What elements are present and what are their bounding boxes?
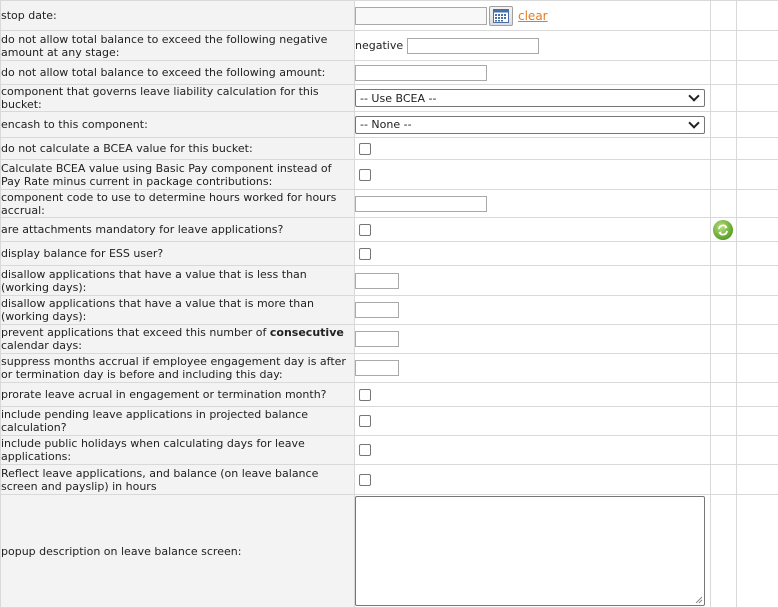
no-bcea-checkbox[interactable]	[359, 143, 371, 155]
max-balance-row	[1, 61, 778, 85]
clear-date-link[interactable]: clear	[518, 8, 548, 23]
ess-balance-row	[1, 242, 778, 266]
field-label: disallow applications that have a value that is more than (working days):	[1, 296, 355, 325]
prorate-accrual-row	[1, 383, 778, 407]
consecutive-days-input[interactable]	[355, 331, 399, 347]
field-label: stop date:	[1, 1, 355, 31]
encash-component-select[interactable]	[355, 116, 705, 134]
attachments-mandatory-row	[1, 218, 778, 242]
chevron-down-icon	[688, 117, 699, 128]
min-working-days-row	[1, 266, 778, 296]
resize-grip-icon[interactable]	[695, 596, 703, 604]
field-label: display balance for ESS user?	[1, 242, 355, 266]
public-holidays-row	[1, 436, 778, 465]
field-label: do not calculate a BCEA value for this bucket:	[1, 138, 355, 160]
field-label: prevent applications that exceed this number of consecutive calendar days:	[1, 325, 355, 354]
field-label: do not allow total balance to exceed the following negative amount at any stage:	[1, 31, 355, 61]
consecutive-days-row	[1, 325, 778, 354]
liability-component-row	[1, 85, 778, 112]
suppress-accrual-row	[1, 354, 778, 383]
field-label: include pending leave applications in projected balance calculation?	[1, 407, 355, 436]
hours-component-input[interactable]	[355, 196, 487, 212]
reflect-in-hours-row	[1, 465, 778, 495]
prorate-accrual-checkbox[interactable]	[359, 389, 371, 401]
max-balance-input[interactable]	[355, 65, 487, 81]
field-label: are attachments mandatory for leave applications?	[1, 218, 355, 242]
field-label: popup description on leave balance screen:	[1, 495, 355, 608]
no-bcea-row	[1, 138, 778, 160]
popup-description-row	[1, 495, 778, 608]
refresh-icon[interactable]	[713, 220, 733, 240]
popup-description-textarea[interactable]	[355, 496, 705, 606]
pending-applications-row	[1, 407, 778, 436]
liability-component-select[interactable]	[355, 89, 705, 107]
field-label: component code to use to determine hours worked for hours accrual:	[1, 190, 355, 218]
public-holidays-checkbox[interactable]	[359, 444, 371, 456]
bcea-basic-pay-checkbox[interactable]	[359, 169, 371, 181]
field-label: Reflect leave applications, and balance (on leave balance screen and payslip) in hours	[1, 465, 355, 495]
hours-component-row	[1, 190, 778, 218]
max-working-days-input[interactable]	[355, 302, 399, 318]
chevron-down-icon	[688, 90, 699, 101]
reflect-in-hours-checkbox[interactable]	[359, 474, 371, 486]
stop-date-input[interactable]	[355, 7, 487, 25]
field-label: component that governs leave liability calculation for this bucket:	[1, 85, 355, 112]
bcea-basic-pay-row	[1, 160, 778, 190]
ess-balance-checkbox[interactable]	[359, 248, 371, 260]
selected-option: -- Use BCEA --	[360, 91, 437, 105]
negative-amount-input[interactable]	[407, 38, 539, 54]
negative-balance-limit-row	[1, 31, 778, 61]
field-label: disallow applications that have a value that is less than (working days):	[1, 266, 355, 296]
selected-option: -- None --	[360, 118, 412, 131]
calendar-icon[interactable]	[489, 6, 513, 26]
field-label: do not allow total balance to exceed the following amount:	[1, 61, 355, 85]
attachments-mandatory-checkbox[interactable]	[359, 224, 371, 236]
encash-component-row	[1, 112, 778, 138]
negative-prefix-label: negative	[355, 39, 404, 52]
field-label: suppress months accrual if employee engagement day is after or termination day is before and including this day:	[1, 354, 355, 383]
min-working-days-input[interactable]	[355, 273, 399, 289]
field-label: encash to this component:	[1, 112, 355, 138]
pending-applications-checkbox[interactable]	[359, 415, 371, 427]
field-label: Calculate BCEA value using Basic Pay component instead of Pay Rate minus current in package contributions:	[1, 160, 355, 190]
max-working-days-row	[1, 296, 778, 325]
suppress-accrual-day-input[interactable]	[355, 360, 399, 376]
stop-date-row	[1, 1, 778, 31]
field-label: prorate leave acrual in engagement or termination month?	[1, 383, 355, 407]
field-label: include public holidays when calculating days for leave applications:	[1, 436, 355, 465]
